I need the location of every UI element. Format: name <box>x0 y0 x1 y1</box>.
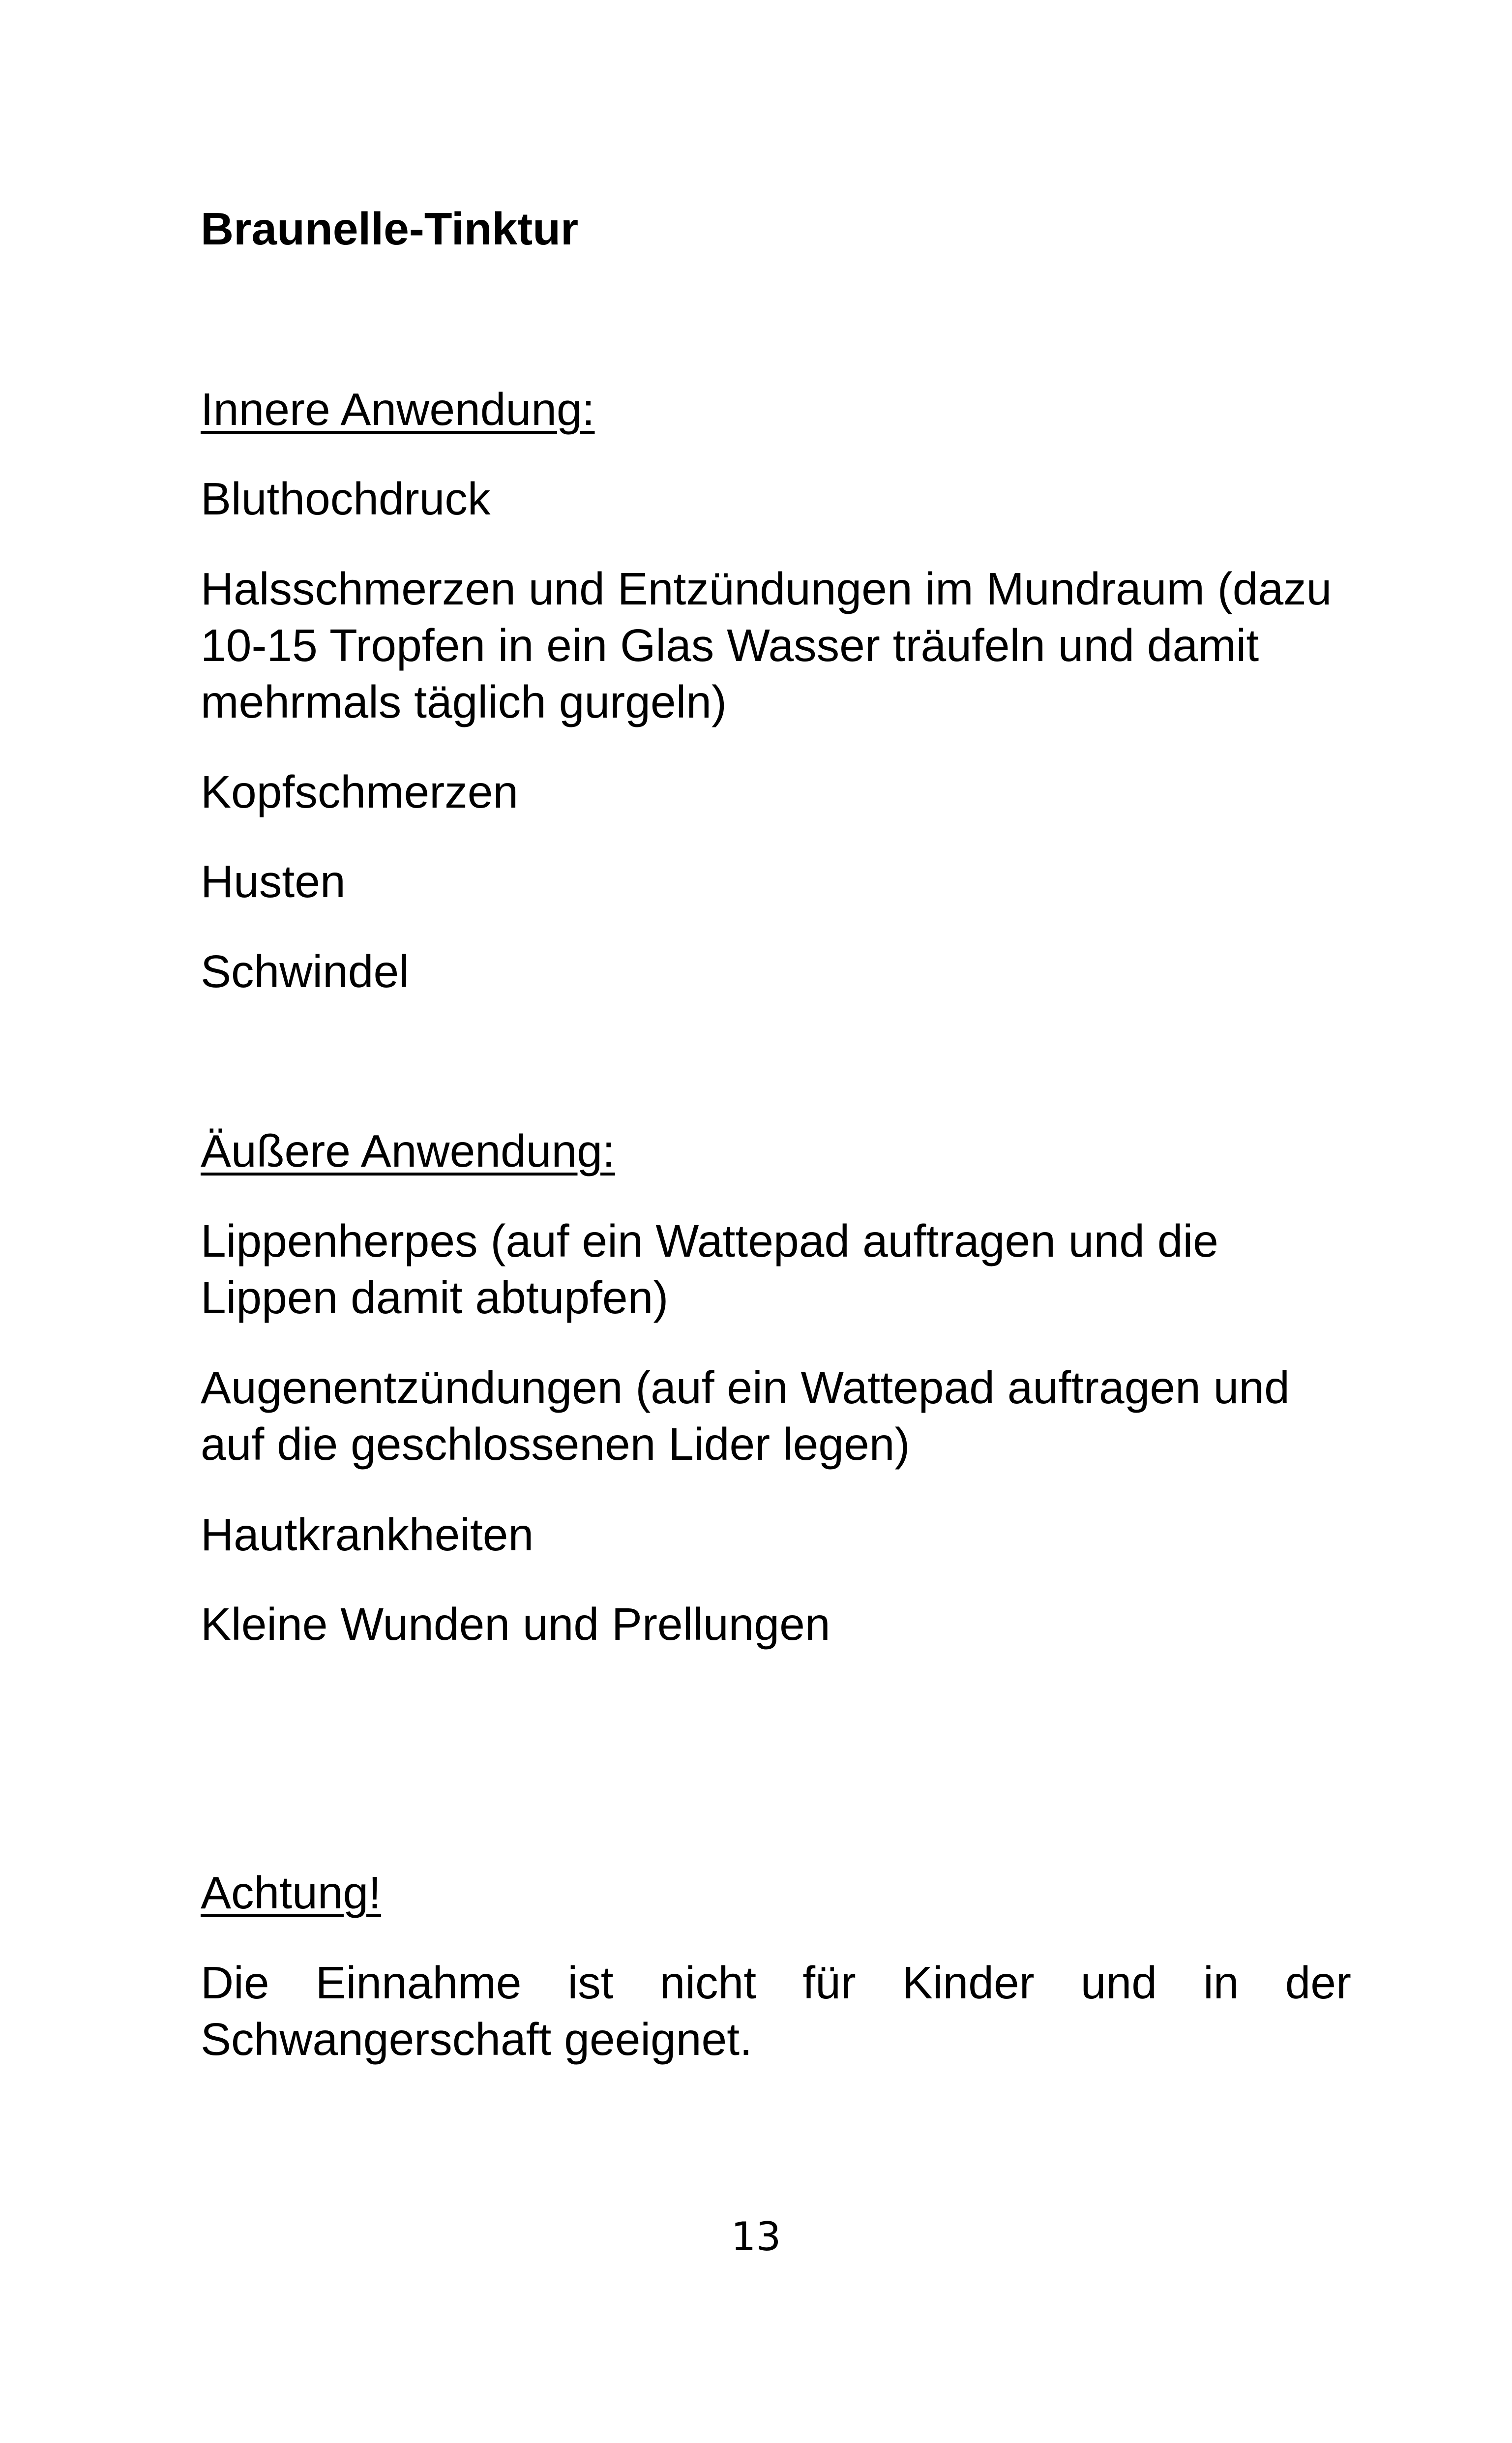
inner-use-item: Husten <box>201 856 346 907</box>
inner-use-item: Bluthochdruck <box>201 473 491 524</box>
outer-use-item: Lippenherpes (auf ein Wattepad auftragen und die Lippen damit abtupfen) <box>201 1215 1218 1323</box>
outer-use-item: Hautkrankheiten <box>201 1509 534 1560</box>
document-title: Braunelle-Tinktur <box>201 203 579 254</box>
warning-heading: Achtung! <box>201 1867 382 1918</box>
inner-use-heading: Innere Anwendung: <box>201 384 595 435</box>
inner-use-item: Halsschmerzen und Entzündungen im Mundraum (dazu 10-15 Tropfen in ein Glas Wasser träufeln und damit mehrmals täglich gurgeln) <box>201 563 1332 727</box>
outer-use-item: Kleine Wunden und Prellungen <box>201 1599 830 1650</box>
inner-use-item: Kopfschmerzen <box>201 766 519 817</box>
inner-use-item: Schwindel <box>201 946 409 997</box>
warning-text: Die Einnahme ist nicht für Kinder und in der Schwangerschaft geeignet. <box>201 1957 1351 2065</box>
outer-use-heading: Äußere Anwendung: <box>201 1125 615 1176</box>
page-number: 13 <box>731 2214 781 2260</box>
outer-use-item: Augenentzündungen (auf ein Wattepad auftragen und auf die geschlossenen Lider legen) <box>201 1362 1290 1470</box>
